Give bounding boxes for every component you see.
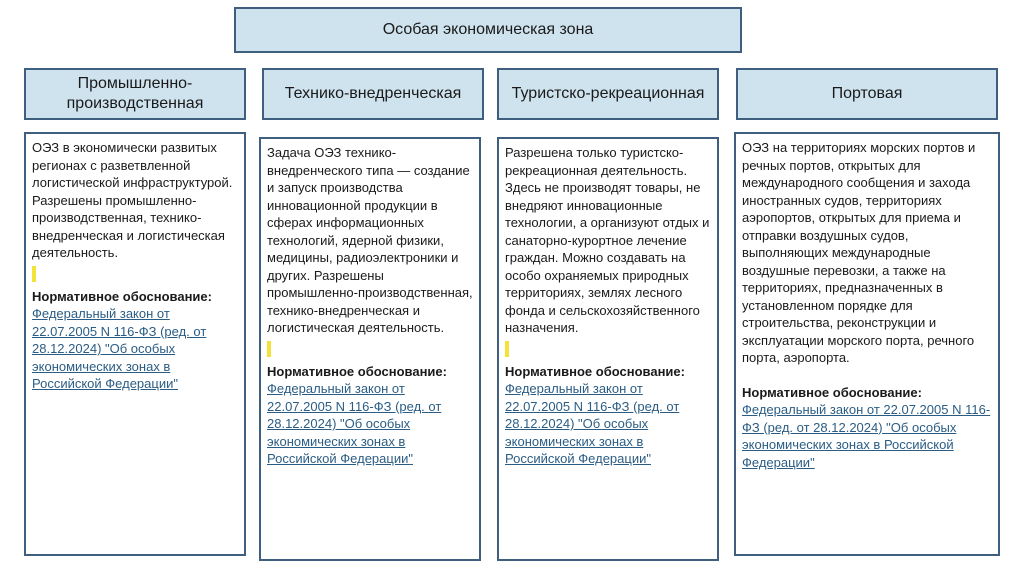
description-tourist: Разрешена только туристско-рекреационная деятельность. Здесь не производят товары, не внедряют инновационные технологии, а организуют отдых и санаторно-курортное лечение граждан. Можно создавать на особо охраняемых природных территориях, землях лесного фонда и сельскохозяйственного назначения. <box>505 145 710 335</box>
description-industrial: ОЭЗ в экономически развитых регионах с разветвленной логистической инфраструктурой. Разрешены промышленно-производственная, технико-внедренческая и логистическая деятельность. <box>32 140 233 260</box>
header-tourist: Туристско-рекреационная <box>497 68 719 120</box>
basis-label: Нормативное обоснование: <box>742 384 922 400</box>
card-industrial <box>24 132 246 556</box>
law-link[interactable]: Федеральный закон от 22.07.2005 N 116-ФЗ (ред. от 28.12.2024) "Об особых экономических зонах в Российской Федерации" <box>32 306 207 391</box>
zone-title: Особая экономическая зона <box>234 7 742 53</box>
card-port <box>734 132 1000 556</box>
basis-label: Нормативное обоснование: <box>267 363 447 379</box>
highlight-mark <box>505 341 509 357</box>
law-link[interactable]: Федеральный закон от 22.07.2005 N 116-ФЗ (ред. от 28.12.2024) "Об особых экономических зонах в Российской Федерации" <box>742 402 991 470</box>
basis-label: Нормативное обоснование: <box>505 363 685 379</box>
header-industrial: Промышленно-производственная <box>24 68 246 120</box>
law-link[interactable]: Федеральный закон от 22.07.2005 N 116-ФЗ (ред. от 28.12.2024) "Об особых экономических зонах в Российской Федерации" <box>505 381 680 466</box>
card-tourist <box>497 137 719 561</box>
law-link[interactable]: Федеральный закон от 22.07.2005 N 116-ФЗ (ред. от 28.12.2024) "Об особых экономических зонах в Российской Федерации" <box>267 381 442 466</box>
header-port: Портовая <box>736 68 998 120</box>
highlight-mark <box>267 341 271 357</box>
description-port: ОЭЗ на территориях морских портов и речных портов, открытых для международного сообщения и захода иностранных судов, территориях аэропортов, открытых для приема и отправки воздушных судов, выполняющих международные воздушные перевозки, а также на территориях, предназначенных в установленном порядке для строительства, реконструкции и эксплуатации морского порта, речного порта, аэропорта. <box>742 140 976 365</box>
highlight-mark <box>32 266 36 282</box>
description-technical: Задача ОЭЗ технико-внедренческого типа — создание и запуск производства инновационной продукции в сферах информационных технологий, ядерной физики, медицины, радиоэлектроники и других. Разрешены промышленно-производственная, технико-внедренческая и логистическая деятельность. <box>267 145 473 335</box>
basis-label: Нормативное обоснование: <box>32 288 212 304</box>
card-technical <box>259 137 481 561</box>
header-technical: Технико-внедренческая <box>262 68 484 120</box>
